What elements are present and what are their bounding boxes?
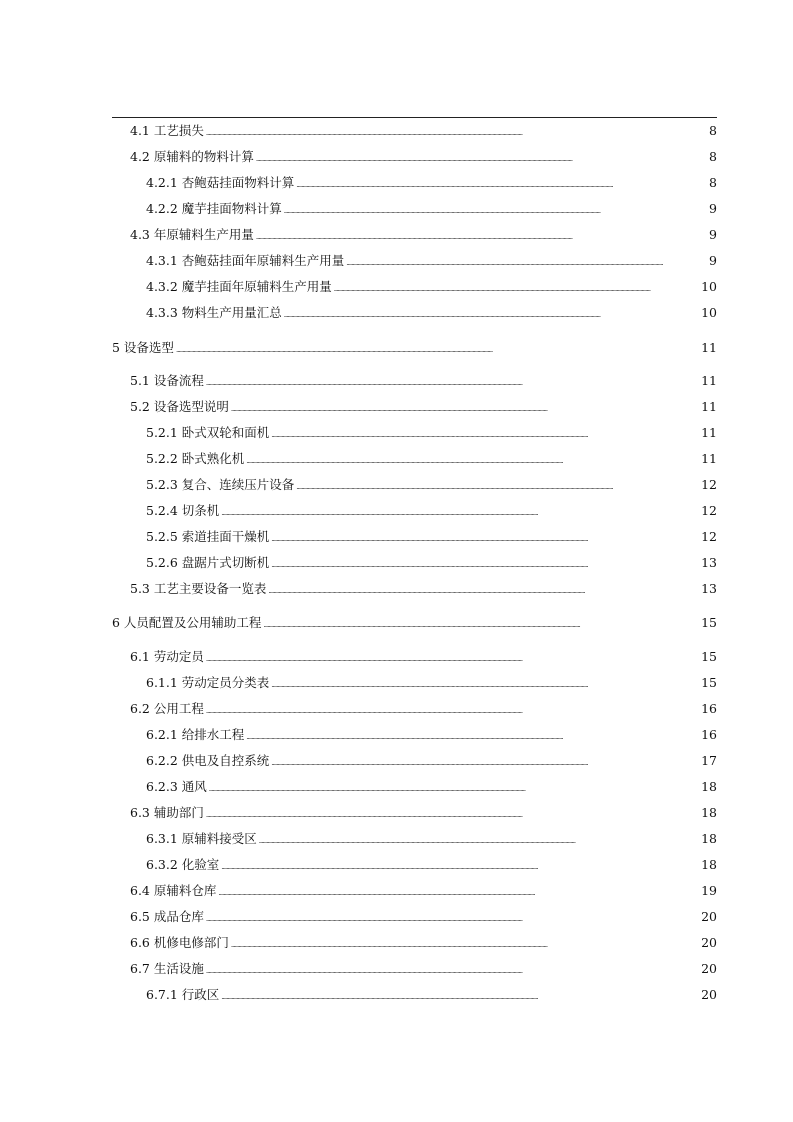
toc-entry[interactable]: [130, 149, 717, 167]
toc-entry[interactable]: [146, 175, 717, 193]
toc-entry-page: 11: [701, 451, 717, 466]
dot-leader: [256, 149, 707, 167]
dot-leader: [176, 340, 699, 358]
toc-entry-page: 19: [701, 883, 717, 898]
toc-entry[interactable]: [146, 279, 717, 297]
toc-entry-label: 5.2.4 切条机: [146, 503, 220, 518]
toc-entry[interactable]: [146, 425, 717, 443]
dot-leader: [206, 805, 699, 823]
toc-entry-label: 6.1 劳动定员: [130, 649, 204, 664]
toc-entry-label: 4.3.1 杏鲍菇挂面年原辅料生产用量: [146, 253, 345, 268]
dot-leader: [206, 961, 699, 979]
toc-entry[interactable]: [130, 649, 717, 667]
toc-entry-page: 17: [701, 753, 717, 768]
toc-entry-page: 9: [709, 201, 717, 216]
toc-entry-label: 6.2.1 给排水工程: [146, 727, 245, 742]
toc-entry-page: 18: [701, 857, 717, 872]
toc-entry[interactable]: [130, 701, 717, 719]
dot-leader: [271, 425, 699, 443]
dot-leader: [284, 201, 707, 219]
dot-leader: [256, 227, 707, 245]
toc-entry[interactable]: [130, 123, 717, 141]
dot-leader: [346, 253, 707, 271]
toc-entry-page: 20: [701, 961, 717, 976]
toc-entry-page: 20: [701, 909, 717, 924]
toc-entry[interactable]: [130, 909, 717, 927]
toc-entry-page: 10: [701, 279, 717, 294]
toc-entry-label: 5.2 设备选型说明: [130, 399, 229, 414]
toc-entry-page: 18: [701, 831, 717, 846]
toc-entry-label: 4.3 年原辅料生产用量: [130, 227, 254, 242]
toc-entry-page: 10: [701, 305, 717, 320]
dot-leader: [218, 883, 699, 901]
toc-entry-page: 20: [701, 987, 717, 1002]
toc-entry-page: 11: [701, 373, 717, 388]
toc-entry-page: 8: [709, 123, 717, 138]
toc-entry-label: 4.2 原辅料的物料计算: [130, 149, 254, 164]
toc-entry-label: 6.3.1 原辅料接受区: [146, 831, 257, 846]
toc-entry-label: 6.4 原辅料仓库: [130, 883, 217, 898]
dot-leader: [246, 727, 699, 745]
toc-entry-page: 8: [709, 175, 717, 190]
toc-entry-label: 4.3.2 魔芋挂面年原辅料生产用量: [146, 279, 332, 294]
toc-entry-label: 6 人员配置及公用辅助工程: [112, 615, 262, 630]
toc-entry-page: 15: [701, 675, 717, 690]
toc-entry[interactable]: [146, 727, 717, 745]
toc-entry-page: 11: [701, 425, 717, 440]
toc-entry[interactable]: [146, 451, 717, 469]
dot-leader: [246, 451, 699, 469]
toc-entry-label: 4.1 工艺损失: [130, 123, 204, 138]
toc-entry-label: 6.2.3 通风: [146, 779, 207, 794]
toc-entry-label: 4.2.2 魔芋挂面物料计算: [146, 201, 282, 216]
toc-entry-page: 12: [701, 503, 717, 518]
toc-entry-label: 6.7.1 行政区: [146, 987, 220, 1002]
toc-entry[interactable]: [130, 935, 717, 953]
toc-entry[interactable]: [130, 883, 717, 901]
toc-entry-page: 15: [701, 615, 717, 630]
toc-entry[interactable]: [130, 373, 717, 391]
toc-entry-label: 5 设备选型: [112, 340, 174, 355]
toc-entry-label: 5.2.6 盘踞片式切断机: [146, 555, 270, 570]
toc-entry-page: 12: [701, 477, 717, 492]
toc-entry-label: 6.7 生活设施: [130, 961, 204, 976]
toc-entry-label: 6.2.2 供电及自控系统: [146, 753, 270, 768]
dot-leader: [271, 555, 699, 573]
dot-leader: [231, 935, 699, 953]
toc-entry-page: 20: [701, 935, 717, 950]
dot-leader: [263, 615, 699, 633]
dot-leader: [221, 857, 699, 875]
toc-entry-page: 15: [701, 649, 717, 664]
toc-entry[interactable]: [130, 399, 717, 417]
toc-entry[interactable]: [146, 477, 717, 495]
toc-entry[interactable]: [130, 961, 717, 979]
toc-entry[interactable]: [130, 805, 717, 823]
toc-entry-page: 11: [701, 340, 717, 355]
dot-leader: [206, 649, 699, 667]
toc-entry-page: 18: [701, 779, 717, 794]
toc-entry-label: 6.3.2 化验室: [146, 857, 220, 872]
toc-entry-label: 6.5 成品仓库: [130, 909, 204, 924]
toc-entry-page: 13: [701, 555, 717, 570]
dot-leader: [221, 503, 699, 521]
toc-entry-label: 6.6 机修电修部门: [130, 935, 229, 950]
dot-leader: [334, 279, 699, 297]
dot-leader: [271, 675, 699, 693]
toc-entry[interactable]: [146, 305, 717, 323]
toc-entry-page: 18: [701, 805, 717, 820]
toc-entry-page: 11: [701, 399, 717, 414]
toc-entry[interactable]: [130, 227, 717, 245]
toc-entry-label: 6.2 公用工程: [130, 701, 204, 716]
dot-leader: [284, 305, 699, 323]
toc-entry[interactable]: [146, 503, 717, 521]
dot-leader: [209, 779, 699, 797]
toc-entry[interactable]: [146, 987, 717, 1005]
toc-entry-label: 4.3.3 物料生产用量汇总: [146, 305, 282, 320]
toc-entry-label: 6.3 辅助部门: [130, 805, 204, 820]
dot-leader: [206, 701, 699, 719]
toc-entry-page: 9: [709, 253, 717, 268]
toc-entry-page: 16: [701, 727, 717, 742]
toc-entry-label: 6.1.1 劳动定员分类表: [146, 675, 270, 690]
toc-entry-page: 9: [709, 227, 717, 242]
toc-entry-page: 16: [701, 701, 717, 716]
dot-leader: [296, 175, 707, 193]
toc-entry-label: 5.2.3 复合、连续压片设备: [146, 477, 295, 492]
toc-entry[interactable]: [112, 615, 717, 633]
toc-entry[interactable]: [112, 340, 717, 358]
toc-entry-label: 5.2.2 卧式熟化机: [146, 451, 245, 466]
toc-entry-label: 5.2.1 卧式双轮和面机: [146, 425, 270, 440]
dot-leader: [268, 581, 699, 599]
dot-leader: [231, 399, 699, 417]
toc-entry[interactable]: [146, 857, 717, 875]
toc-entry-page: 8: [709, 149, 717, 164]
toc-entry[interactable]: [146, 555, 717, 573]
dot-leader: [259, 831, 699, 849]
toc-entry[interactable]: [146, 253, 717, 271]
toc-entry-label: 5.2.5 索道挂面干燥机: [146, 529, 270, 544]
toc-entry[interactable]: [146, 779, 717, 797]
toc-entry-label: 5.1 设备流程: [130, 373, 204, 388]
toc-entry[interactable]: [146, 831, 717, 849]
toc-entry-page: 13: [701, 581, 717, 596]
toc-entry[interactable]: [146, 675, 717, 693]
toc-entry[interactable]: [130, 581, 717, 599]
dot-leader: [271, 529, 699, 547]
toc-entry-page: 12: [701, 529, 717, 544]
dot-leader: [206, 909, 699, 927]
dot-leader: [206, 373, 699, 391]
toc-entry-label: 4.2.1 杏鲍菇挂面物料计算: [146, 175, 295, 190]
toc-entry-label: 5.3 工艺主要设备一览表: [130, 581, 267, 596]
toc-entry[interactable]: [146, 529, 717, 547]
dot-leader: [271, 753, 699, 771]
toc-entry[interactable]: [146, 753, 717, 771]
toc-entry[interactable]: [146, 201, 717, 219]
dot-leader: [221, 987, 699, 1005]
dot-leader: [206, 123, 707, 141]
dot-leader: [296, 477, 699, 495]
